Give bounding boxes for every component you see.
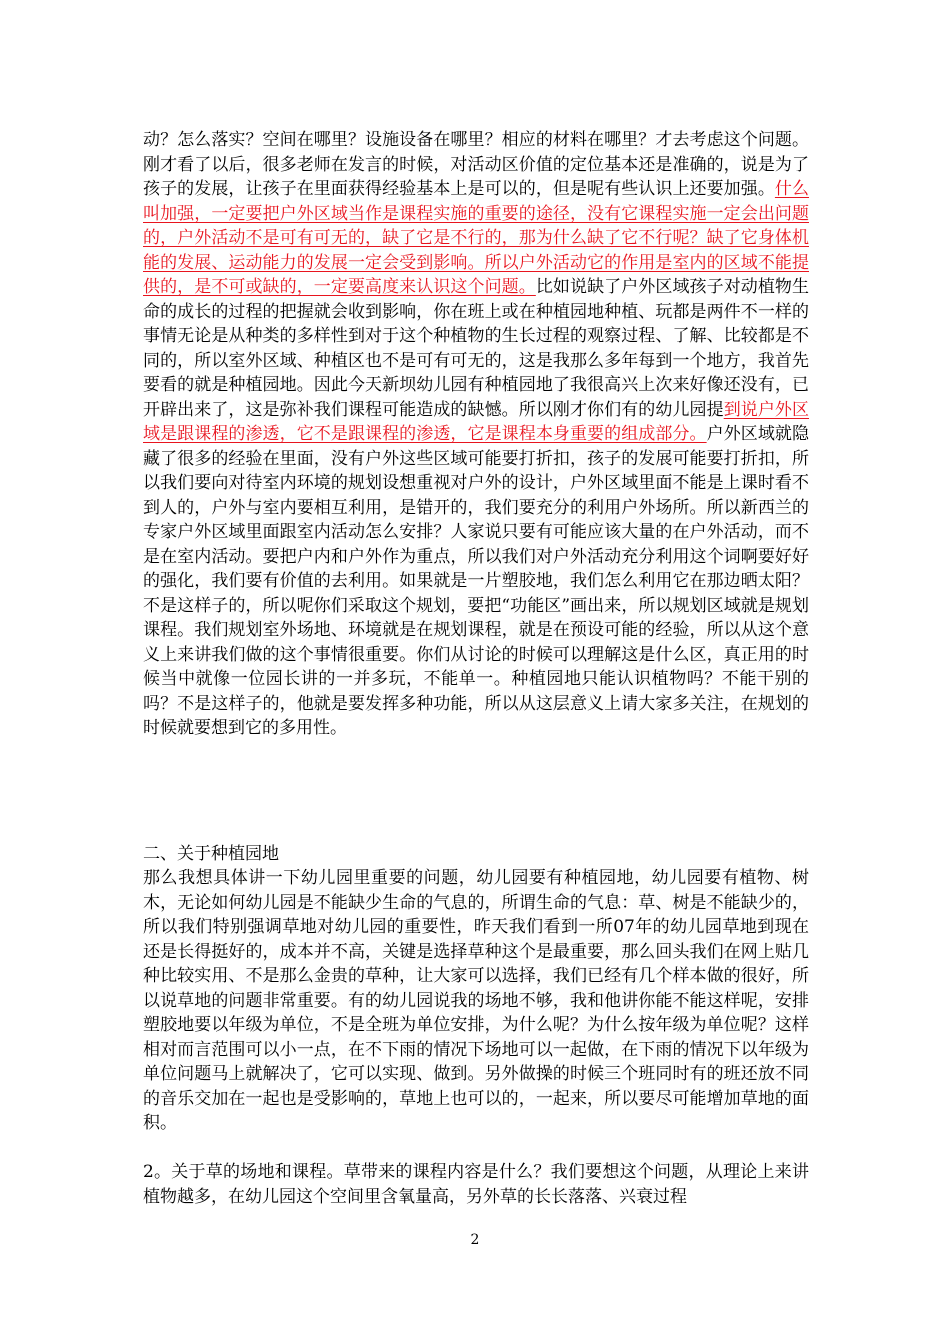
paragraph-text: 比如说缺了户外区域孩子对动植物生命的成长的过程的把握就会收到影响，你在班上或在种植园地种植、玩都是两件不一样的事情无论是从种类的多样性到对于这个种植物的生长过程的观察过程、了解、比较都是不同的，所以室外区域、种植区也不是可有可无的，这是我那么多年每到一个地方，我首先要看的就是种植园地。因此今天新坝幼儿园有种植园地了我很高兴上次来好像还没有，已开辟出来了，这是弥补我们课程可能造成的缺憾。所以刚才你们有的幼儿园提 [143, 277, 810, 420]
page-number: 2 [470, 1232, 480, 1248]
highlighted-text: 到说户外区域是跟课程的渗透，它不是跟课程的渗透，它是课程本身重要的组成部分。 [143, 399, 810, 444]
paragraph-text: 动？怎么落实？空间在哪里？设施设备在哪里？相应的材料在哪里？才去考虑这个问题。刚才看了以后，很多老师在发言的时候，对活动区价值的定位基本还是准确的，说是为了孩子的发展，让孩子在里面获得经验基本上是可以的，但是呢有些认识上还要加强。 [143, 130, 809, 199]
paragraph-planting-garden: 那么我想具体讲一下幼儿园里重要的问题，幼儿园要有种植园地，幼儿园要有植物、树木，无论如何幼儿园是不能缺少生命的气息的，所谓生命的气息：草、树是不能缺少的，所以我们特别强调草地对幼儿园的重要性，昨天我们看到一所07年的幼儿园草地到现在还是长得挺好的，成本并不高，关键是选择草种这个是最重要，那么回头我们在网上贴几种比较实用、不是那么金贵的草种，让大家可以选择，我们已经有几个样本做的很好，所以说草地的问题非常重要。有的幼儿园说我的场地不够，我和他讲你能不能这样呢，安排塑胶地要以年级为单位，不是全班为单位安排，为什么呢？为什么按年级为单位呢？这样相对而言范围可以小一点，在不下雨的情况下场地可以一起做，在下雨的情况下以年级为单位问题马上就解决了，它可以实现、做到。另外做操的时候三个班同时有的班还放不同的音乐交加在一起也是受影响的，草地上也可以的，一起来，所以要尽可能增加草地的面积。 [143, 868, 809, 1133]
paragraph-grass-curriculum: 2。关于草的场地和课程。草带来的课程内容是什么？我们要想这个问题，从理论上来讲植物越多，在幼儿园这个空间里含氧量高，另外草的长长落落、兴衰过程 [143, 1162, 809, 1207]
section-heading: 二、关于种植园地 [143, 844, 279, 864]
highlighted-text: 什么叫加强，一定要把户外区域当作是课程实施的重要的途径，没有它课程实施一定会出问题的，户外活动不是可有可无的，缺了它是不行的，那为什么缺了它不行呢？缺了它身体机能的发展、运动能力的发展一定会受到影响。所以户外活动它的作用是室内的区域不能提供的，是不可或缺的，一定要高度来认识这个问题。 [143, 179, 810, 297]
paragraph-text: 户外区域就隐藏了很多的经验在里面，没有户外这些区域可能要打折扣，孩子的发展可能要打折扣，所以我们要向对待室内环境的规划设想重视对户外的设计，户外区域里面不能是上课时看不到人的，户外与室内要相互利用，是错开的，我们要充分的利用户外场所。所以新西兰的专家户外区域里面跟室内活动怎么安排？人家说只要有可能应该大量的在户外活动，而不是在室内活动。要把户内和户外作为重点，所以我们对户外活动充分利用这个词啊要好好的强化，我们要有价值的去利用。如果就是一片塑胶地，我们怎么利用它在那边晒太阳？不是这样子的，所以呢你们采取这个规划，要把“功能区”画出来，所以规划区域就是规划课程。我们规划室外场地、环境就是在规划课程，就是在预设可能的经验，所以从这个意义上来讲我们做的这个事情很重要。你们从讨论的时候可以理解这是什么区，真正用的时候当中就像一位园长讲的一并多玩，不能单一。种植园地只能认识植物吗？不能干别的吗？不是这样子的，他就是要发挥多种功能，所以从这层意义上请大家多关注，在规划的时候就要想到它的多用性。 [143, 424, 810, 738]
paragraph-outdoor-areas [143, 128, 809, 741]
